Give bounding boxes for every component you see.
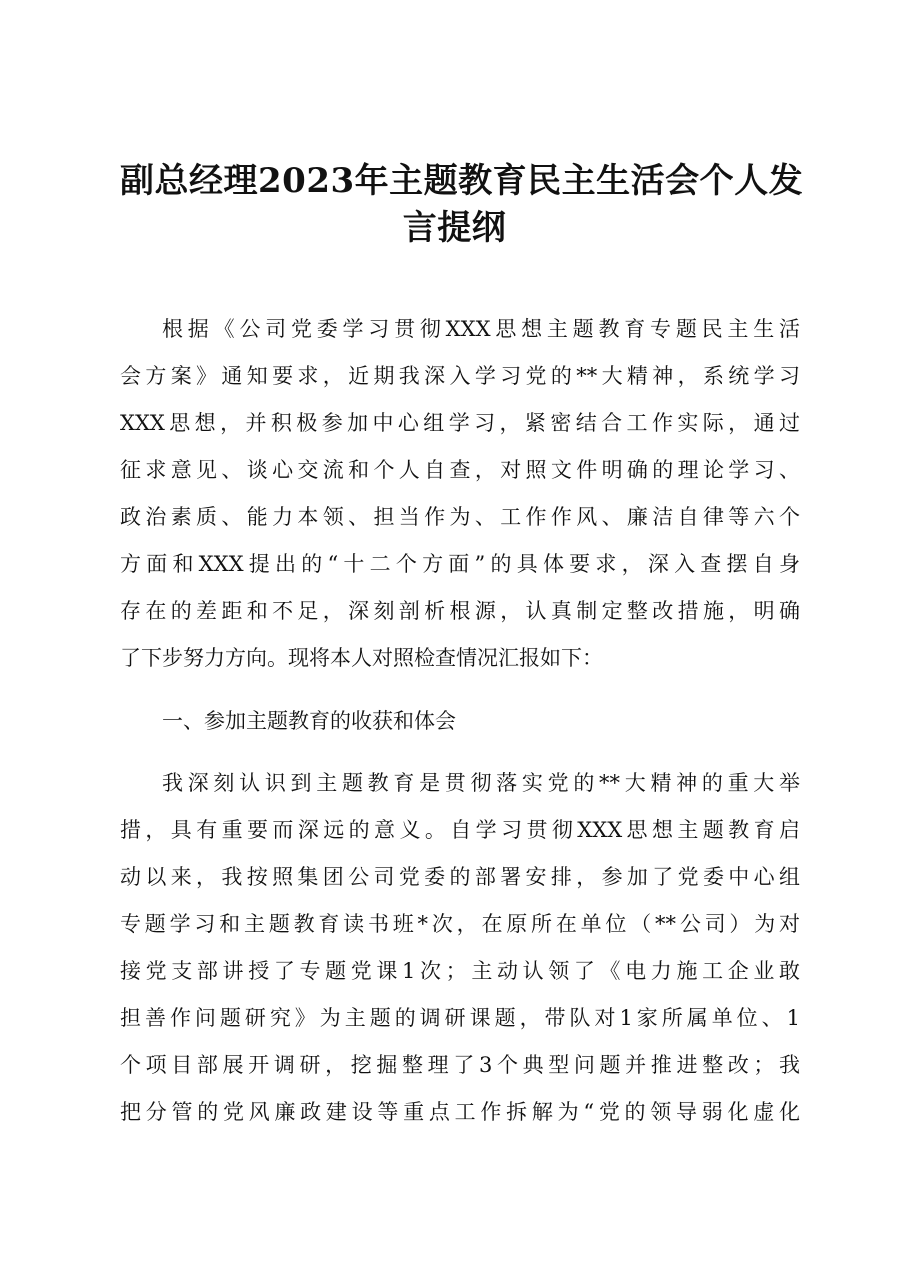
paragraph-line: 专题学习和主题教育读书班*次，在原所在单位（**公司）为对 [120,912,800,936]
title-line: 副总经理2023年主题教育民主生活会个人发 [120,161,804,201]
paragraph-line: 了下步努力方向。现将本人对照检查情况汇报如下： [120,646,603,670]
paragraph-line: 征求意见、谈心交流和个人自查，对照文件明确的理论学习、 [120,458,800,482]
paragraph-line: 方面和XXX提出的“十二个方面”的具体要求，深入查摆自身 [120,552,800,576]
paragraph-line: 会方案》通知要求，近期我深入学习党的**大精神，系统学习 [120,364,800,388]
section-heading-text: 一、参加主题教育的收获和体会 [162,709,456,733]
document-title [120,158,804,252]
paragraph-line: 个项目部展开调研，挖掘整理了3个典型问题并推进整改；我 [120,1053,800,1077]
paragraph-line: XXX思想，并积极参加中心组学习，紧密结合工作实际，通过 [120,411,800,435]
intro-paragraph [120,306,800,682]
section-heading [120,698,800,745]
paragraph-line: 接党支部讲授了专题党课1次；主动认领了《电力施工企业敢 [120,959,800,983]
paragraph-line: 存在的差距和不足，深刻剖析根源，认真制定整改措施，明确 [120,599,800,623]
paragraph-line: 担善作问题研究》为主题的调研课题，带队对1家所属单位、1 [120,1006,800,1030]
paragraph-line: 根据《公司党委学习贯彻XXX思想主题教育专题民主生活 [162,317,800,341]
paragraph-line: 把分管的党风廉政建设等重点工作拆解为“党的领导弱化虚化 [120,1100,800,1124]
paragraph-line: 措，具有重要而深远的意义。自学习贯彻XXX思想主题教育启 [120,818,800,842]
paragraph-line: 动以来，我按照集团公司党委的部署安排，参加了党委中心组 [120,865,800,889]
paragraph-line: 我深刻认识到主题教育是贯彻落实党的**大精神的重大举 [162,771,800,795]
title-line: 言提纲 [402,208,507,248]
body-paragraph [120,760,800,1136]
paragraph-line: 政治素质、能力本领、担当作为、工作作风、廉洁自律等六个 [120,505,800,529]
